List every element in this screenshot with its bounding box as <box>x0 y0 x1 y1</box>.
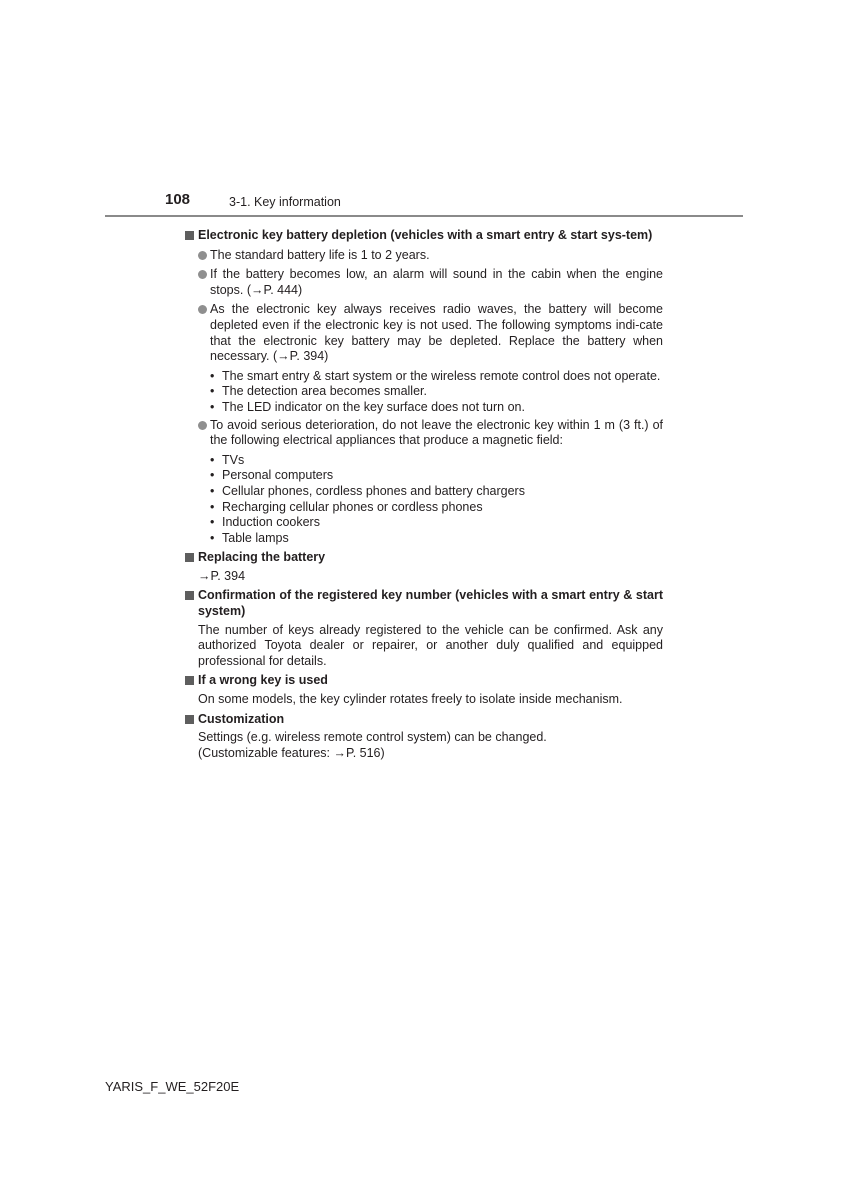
sub-list-item: • Cellular phones, cordless phones and battery chargers <box>210 483 525 498</box>
bullet-icon: • <box>210 499 215 514</box>
page-reference: →P. 394 <box>198 568 246 583</box>
list-item: If the battery becomes low, an alarm will sound in the cabin when the engine stops. (→P. 444) <box>197 267 663 298</box>
sub-list-item: • The smart entry & start system or the wireless remote control does not operate. <box>210 368 661 383</box>
page-number: 108 <box>165 191 191 208</box>
section-replacing-battery <box>185 550 663 584</box>
section-customization <box>185 712 663 762</box>
section-heading: Electronic key battery depletion (vehicles with a smart entry & start sys-tem) <box>185 228 663 244</box>
content <box>185 224 663 761</box>
header-rule <box>105 215 743 217</box>
bullet-icon: • <box>210 384 215 399</box>
sub-list-item: • The LED indicator on the key surface does not turn on. <box>210 399 525 414</box>
bullet-icon: • <box>210 483 215 498</box>
section-battery-depletion <box>185 228 663 546</box>
section-heading: If a wrong key is used <box>185 673 663 689</box>
section-heading: Replacing the battery <box>185 550 663 566</box>
section-label: 3-1. Key information <box>229 195 341 209</box>
bullet-icon: • <box>210 399 215 414</box>
sub-list-item: • TVs <box>210 452 245 467</box>
section-heading: Customization <box>185 712 663 728</box>
list-item: As the electronic key always receives radio waves, the battery will become depleted even if the electronic key is not used. The following symptoms indi-cate that the electronic key battery may be depleted. Replace the battery when necessary. (→P. 394) <box>197 302 663 364</box>
dot-bullet-icon <box>198 421 207 430</box>
square-bullet-icon <box>185 553 194 562</box>
sub-list-item: • Induction cookers <box>210 515 320 530</box>
dot-bullet-icon <box>198 251 207 260</box>
section-heading: Confirmation of the registered key number (vehicles with a smart entry & start system) <box>185 588 663 619</box>
section-key-number <box>185 588 663 669</box>
bullet-icon: • <box>210 515 215 530</box>
sub-list <box>209 453 663 547</box>
bullet-icon: • <box>210 452 215 467</box>
dot-bullet-icon <box>198 305 207 314</box>
square-bullet-icon <box>185 715 194 724</box>
bullet-icon: • <box>210 368 215 383</box>
section-body: Settings (e.g. wireless remote control system) can be changed. <box>198 730 547 745</box>
list-item: The standard battery life is 1 to 2 years. <box>197 248 663 264</box>
bullet-icon: • <box>210 468 215 483</box>
section-body: On some models, the key cylinder rotates freely to isolate inside mechanism. <box>198 692 623 707</box>
section-body-reference: (Customizable features: →P. 516) <box>198 745 385 760</box>
sub-list-item: • The detection area becomes smaller. <box>210 384 427 399</box>
square-bullet-icon <box>185 231 194 240</box>
sub-list-item: • Table lamps <box>210 530 289 545</box>
sub-list-item: • Personal computers <box>210 468 334 483</box>
square-bullet-icon <box>185 591 194 600</box>
sub-list <box>209 369 663 416</box>
sub-list-item: • Recharging cellular phones or cordless phones <box>210 499 483 514</box>
square-bullet-icon <box>185 676 194 685</box>
list-item: To avoid serious deterioration, do not leave the electronic key within 1 m (3 ft.) of the following electrical appliances that produce a magnetic field: <box>197 418 663 449</box>
dot-bullet-icon <box>198 270 207 279</box>
section-wrong-key <box>185 673 663 707</box>
section-body: The number of keys already registered to the vehicle can be confirmed. Ask any authorized Toyota dealer or repairer, or another duly qualified and equipped professional for details. <box>198 622 663 668</box>
bullet-icon: • <box>210 530 215 545</box>
footer-code: YARIS_F_WE_52F20E <box>105 1079 240 1094</box>
